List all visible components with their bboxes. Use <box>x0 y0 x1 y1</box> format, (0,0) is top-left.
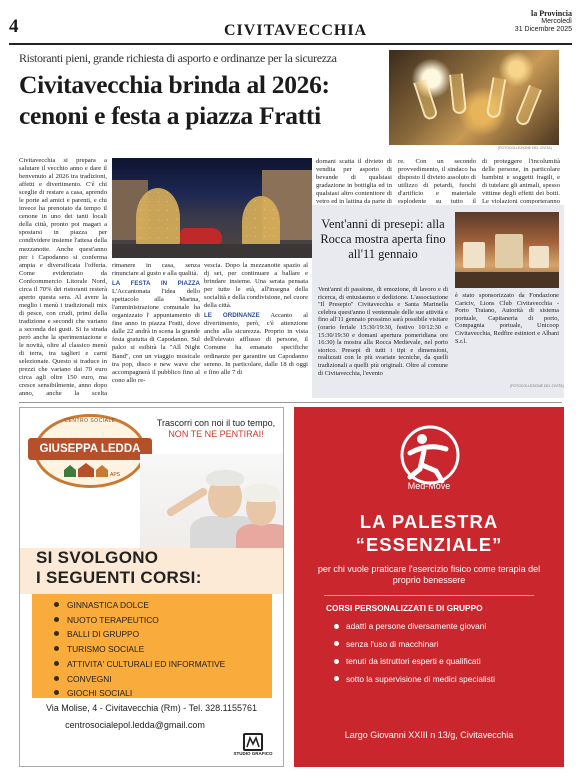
glass-icon <box>486 77 507 119</box>
nativity-house-shape <box>495 234 523 268</box>
nativity-house-shape <box>529 246 549 268</box>
header-rule <box>9 43 572 45</box>
headline-line-1: Civitavecchia brinda al 2026: <box>19 70 330 99</box>
glass-icon <box>413 79 439 121</box>
tagline-line-1: Trascorri con noi il tuo tempo, <box>156 418 276 428</box>
course-item: TURISMO SOCIALE <box>54 642 225 657</box>
courses-list <box>54 598 225 701</box>
woman-hair <box>242 484 280 502</box>
course-item: GIOCHI SOCIALI <box>54 686 225 701</box>
champagne-toast-photo <box>389 50 559 145</box>
course-item: ATTIVITA' CULTURALI ED INFORMATIVE <box>54 657 225 672</box>
section-divider <box>19 402 562 403</box>
logo-name: GIUSEPPA LEDDA <box>28 438 152 460</box>
glass-icon <box>449 73 467 114</box>
subhead-festa-piazza: LA FESTA IN PIAZZA <box>112 280 200 288</box>
corsi-title <box>36 548 236 588</box>
houses-icon <box>60 463 120 477</box>
pointing-arm <box>165 486 208 517</box>
nativity-scene-photo <box>455 212 559 288</box>
med-move-brand: Med-Move <box>407 481 451 491</box>
corsi-title-line-2: I SEGUENTI CORSI: <box>36 568 202 587</box>
issue-day: Mercoledì <box>541 18 572 25</box>
palestra-title-line-1: LA PALESTRA <box>359 511 499 532</box>
article-column-6: di proteggere l'incolumità delle persone, in particolare bambini e soggetti fragili, e di tutelare gli animali, spesso vittime degli effetti dei botti. Le violazioni comporteranno <box>482 158 560 204</box>
headline-line-2: cenoni e festa a piazza Fratti <box>19 101 321 130</box>
newspaper-brand: la Provincia <box>531 9 572 18</box>
subhead-ordinanze: LE ORDINANZE <box>204 312 260 320</box>
logo-aps: APS <box>110 472 120 477</box>
ad-email-link[interactable]: centrosocialepol.ledda@gmail.com <box>65 720 205 730</box>
article-headline <box>19 69 387 131</box>
ad-address: Via Molise, 4 - Civitavecchia (Rm) - Tel. 328.1155761 <box>45 703 258 713</box>
course-item: BALLI DI GRUPPO <box>54 627 225 642</box>
palestra-subtitle: per chi vuole praticare l'esercizio fisico come terapia del proprio benessere <box>317 564 541 585</box>
palestra-features-list <box>334 621 556 691</box>
med-move-logo-icon <box>390 423 470 487</box>
nativity-base <box>455 272 559 288</box>
med-move-ad[interactable] <box>294 407 564 767</box>
ad-tagline <box>153 418 279 440</box>
christmas-tree-icon <box>136 188 180 248</box>
elderly-couple-photo <box>140 454 284 556</box>
street <box>112 244 312 258</box>
feature-item: adatti a persone diversamente giovani <box>334 621 556 632</box>
issue-date: 31 Dicembre 2025 <box>514 26 572 33</box>
course-item: NUOTO TERAPEUTICO <box>54 613 225 628</box>
column-3-intro: vescia. Dopo la mezzanotte spazio al dj set, per continuare a ballare e brindare insieme. Una serata pensata per tutte le età, all'insegna della socialità e della condivisione, nel cuore della città. <box>204 262 308 310</box>
palestra-title-line-2: “ESSENZIALE” <box>355 534 503 555</box>
man-hair <box>206 470 244 486</box>
christmas-tree-icon <box>242 196 280 248</box>
palestra-address: Largo Giovanni XXIII n 13/g, Civitavecchia <box>344 730 514 740</box>
feature-item: senza l'uso di macchinari <box>334 639 556 650</box>
studio-grafico-text: STUDIO GRAFICO <box>233 751 273 756</box>
article-column-2 <box>112 262 200 397</box>
glass-icon <box>514 85 542 127</box>
feature-item: sotto la supervisione di medici specialisti <box>334 674 556 685</box>
palestra-heading: CORSI PERSONALIZZATI E DI GRUPPO <box>326 603 483 613</box>
page-number: 4 <box>9 16 19 37</box>
logo-top-text: CENTRO SOCIALE <box>64 418 116 424</box>
piazza-fratti-photo <box>112 158 312 258</box>
studio-grafico-logo <box>228 733 278 756</box>
studio-grafico-icon <box>243 733 263 751</box>
red-car-icon <box>180 228 222 244</box>
section-title: CIVITAVECCHIA <box>224 22 368 39</box>
column-3-body: Accanto al divertimento, però, c'è attenzione anche alla sicurezza. Proprio in vista dell'elevato afflusso di persone, il Comune ha emanato specifiche ordinanze per garantire un Capodanno sereno. In particolare, dalle 18 di oggi e fino alle 7 di <box>204 312 308 376</box>
tagline-line-2: NON TE NE PENTIRAI! <box>168 429 264 439</box>
nativity-house-shape <box>463 242 485 268</box>
corsi-title-line-1: SI SVOLGONO <box>36 548 159 567</box>
article-kicker: Ristoranti pieni, grande richiesta di asporto e ordinanze per la sicurezza <box>19 51 337 65</box>
palestra-divider <box>324 595 534 596</box>
presepi-photo-credit: (FOTOCOLLEZIONE DEL CIVITA) <box>510 384 564 388</box>
presepi-title: Vent'anni di presepi: alla Rocca mostra aperta fino all'11 gennaio <box>320 217 446 261</box>
presepi-body-right: è stato sponsorizzato da Fondazione Cariciv, Lions Club Civitavecchia - Porto Traiano, Autorità di sistema portuale, Capitaneria di porto, Compagnia portuale, Unicoop Civitavecchia, Redfire estintori e Albani S.r.l. <box>455 292 559 345</box>
centro-sociale-ad[interactable] <box>19 407 284 767</box>
masthead <box>515 10 572 34</box>
article-column-3 <box>204 262 308 397</box>
article-column-4: domani scatta il divieto di vendita per asporto di bevande di qualsiasi gradazione in bottiglia ed in qualsiasi altro contenitore di vetro ed in lattina da parte di <box>316 158 392 204</box>
article-column-5: re. Con un secondo provvedimento, il sindaco ha disposto il divieto assoluto di utilizzo di petardi, fuochi d'artificio e materiale esplodente su tutto il <box>398 158 476 204</box>
palestra-title <box>294 510 564 556</box>
course-item: CONVEGNI <box>54 672 225 687</box>
feature-item: tenuti da istruttori esperti e qualificati <box>334 656 556 667</box>
column-2-body: L'Accantonata l'idea dello spettacolo alla Marina, l'amministrazione comunale ha organizzato l' appuntamento di fine anno in piazza Fratti, dove dalle 22 andrà in scena la grande festa gratuita di Capodanno. Sul palco si esibirà la "All Night Band", con un viaggio musicale tra pop, disco e new wave che accompagnerà il pubblico fino al cono allo re- <box>112 288 200 384</box>
column-2-intro: rimanere in casa, senza rinunciare al gusto e alla qualità. <box>112 262 200 278</box>
article-column-1: Civitavecchia si prepara a salutare il vecchio anno e dare il benvenuto al 2026 tra tradizioni, affetti e divertimento. C'è chi sceglie di restare a casa, aprendo le porte ad amici e parenti, e chi invece ha prenotato da tempo il cenone in uno dei tanti locali della città, pronto poi magari a spostarsi in piazza per condividere insieme l'attesa della mezzanotte. Anche quest'anno per i Capodanno si conferma ampia e diversificata l'offerta. Come evidenziato da Confcommercio Litorale Nord, circa il 70% dei ristoranti resterà aperto questa sera. Al avere la meglio i menù i tradizionali mix di pesce, con crudi, primi della tradizione e secondi che variano a seconda dei gusti. Si fa strada però anche la sperimentazione e le novità, oltre al classico menù di terra, tra taglieri e carni selezionate. Questo si traduce in prezzi che variano dai 70 euro circa agli oltre 150 euro, ma cresce sensibilmente, anno dopo anno, anche la scelta <box>19 157 107 397</box>
presepi-body-left: Vent'anni di passione, di emozione, di lavoro e di ricerca, di entusiasmo e dedizione. L'associazione "Il Presepio" Civitavecchia e Santa Marinella celebra quest'anno il ventennale delle sue attività e fino all'11 gennaio prossimo sarà possibile visitare (orario feriale 15:30/19:30, festivo 10/12:30 e 15:30/19:30 e domani apertura pomeridiana ore 16:30) la mostra alla Rocca Medievale, nel porto storico. Presepi di tutti i tipi e dimensioni, realizzati con le più svariate tecniche, da quelli tradizionali a quelli più originali. Oltre al comune di Civitavecchia, l'evento <box>318 286 448 377</box>
photo-credit: (FOTOCOLLEZIONE DEL CIVITA) <box>498 146 552 150</box>
course-item: GINNASTICA DOLCE <box>54 598 225 613</box>
